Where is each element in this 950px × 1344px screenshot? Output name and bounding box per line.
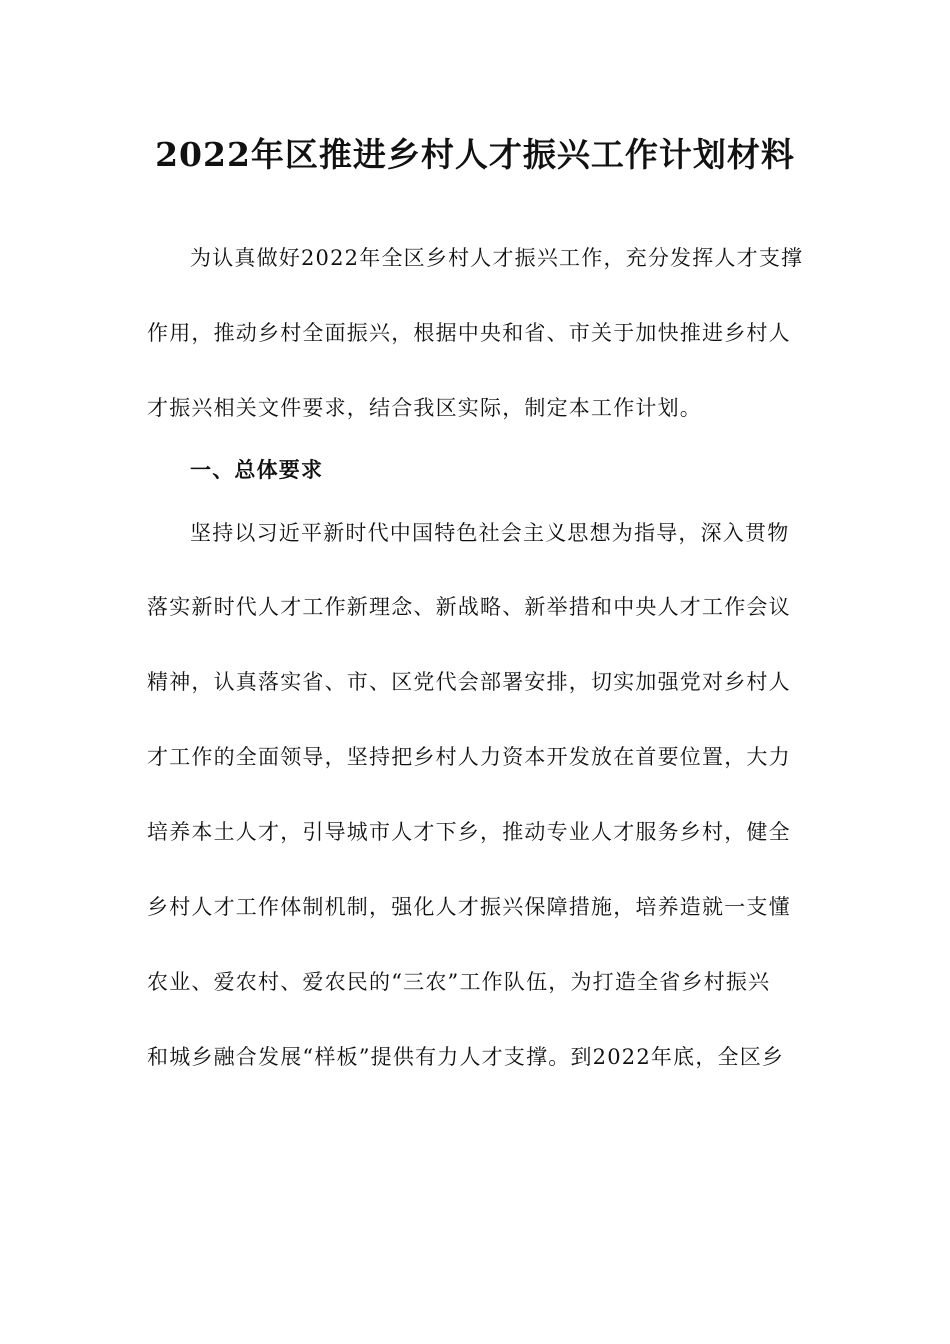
paragraph-2-line-3: 精神，认真落实省、市、区党代会部署安排，切实加强党对乡村人 — [147, 670, 791, 694]
paragraph-1-line-2: 作用，推动乡村全面振兴，根据中央和省、市关于加快推进乡村人 — [147, 321, 791, 345]
paragraph-2-line-6: 乡村人才工作体制机制，强化人才振兴保障措施，培养造就一支懂 — [147, 895, 791, 919]
section-heading: 一、总体要求 — [190, 457, 324, 482]
paragraph-2-line-1: 坚持以习近平新时代中国特色社会主义思想为指导，深入贯物 — [190, 521, 790, 545]
paragraph-2-line-5: 培养本土人才，引导城市人才下乡，推动专业人才服务乡村，健全 — [147, 820, 791, 844]
paragraph-2-line-8: 和城乡融合发展“样板”提供有力人才支撑。到2022年底，全区乡 — [147, 1045, 785, 1069]
document-title: 2022年区推进乡村人才振兴工作计划材料 — [155, 135, 795, 174]
paragraph-1-line-3: 才振兴相关文件要求，结合我区实际，制定本工作计划。 — [147, 396, 702, 420]
paragraph-1-line-1: 为认真做好2022年全区乡村人才振兴工作，充分发挥人才支撑 — [190, 246, 804, 270]
paragraph-2-line-2: 落实新时代人才工作新理念、新战略、新举措和中央人才工作会议 — [147, 595, 791, 619]
paragraph-2-line-7: 农业、爱农村、爱农民的“三农”工作队伍，为打造全省乡村振兴 — [147, 970, 771, 994]
paragraph-2-line-4: 才工作的全面领导，坚持把乡村人力资本开发放在首要位置，大力 — [147, 745, 791, 769]
